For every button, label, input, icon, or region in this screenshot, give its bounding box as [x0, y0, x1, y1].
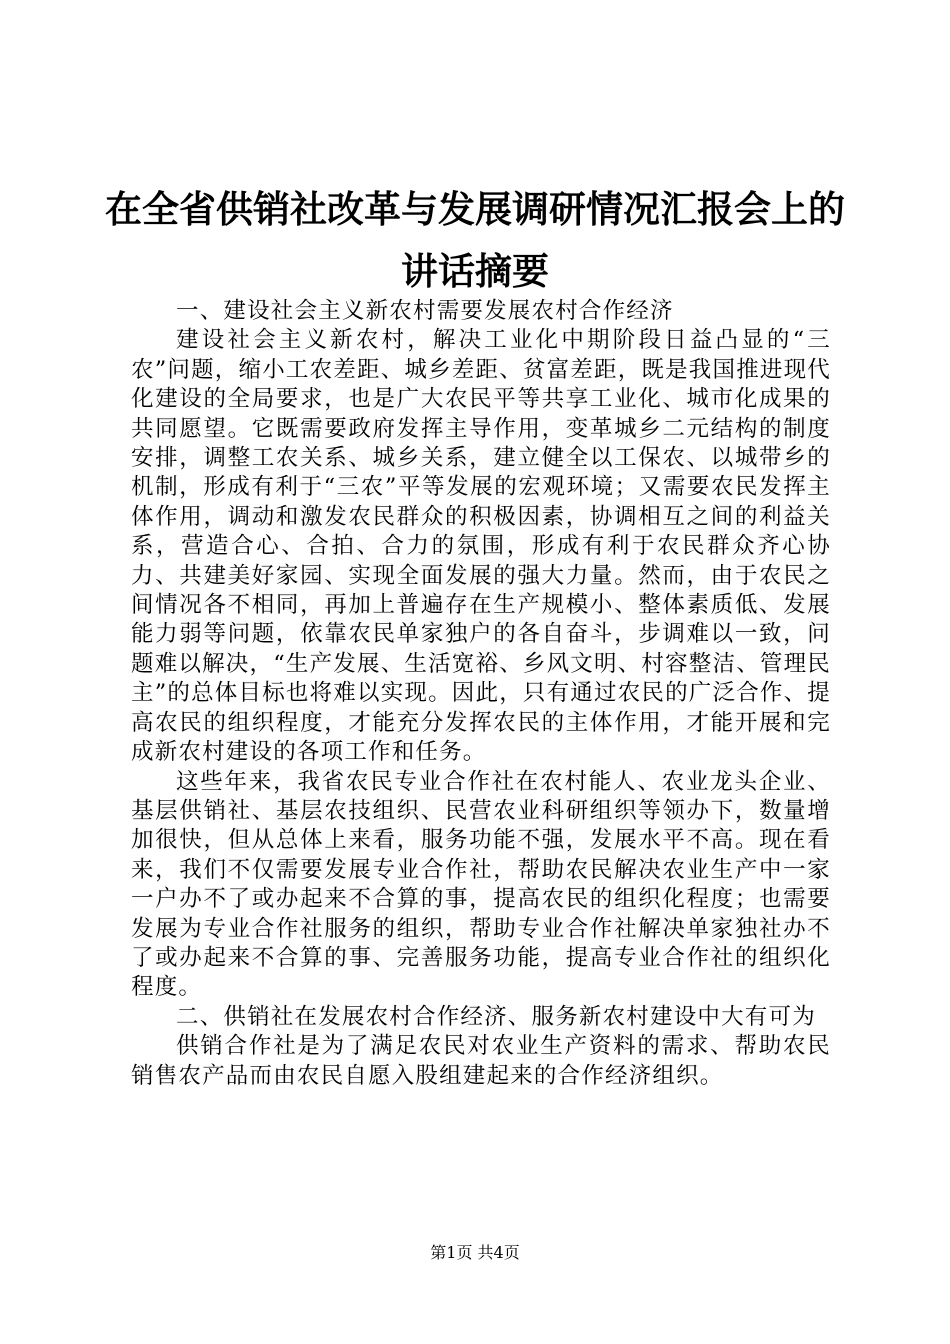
- section-heading-1: 一、建设社会主义新农村需要发展农村合作经济: [176, 298, 674, 324]
- document-title-line-2: 讲话摘要: [401, 250, 549, 293]
- paragraph-1: 建设社会主义新农村，解决工业化中期阶段日益凸显的“三农”问题，缩小工农差距、城乡差距、贫富差距，既是我国推进现代化建设的全局要求，也是广大农民平等共享工业化、城市化成果的共同愿望。它既需要政府发挥主导作用，变革城乡二元结构的制度安排，调整工农关系、城乡关系，建立健全以工保农、以城带乡的机制，形成有利于“三农”平等发展的宏观环境；又需要农民发挥主体作用，调动和激发农民群众的积极因素，协调相互之间的利益关系，营造合心、合拍、合力的氛围，形成有利于农民群众齐心协力、共建美好家园、实现全面发展的强大力量。然而，由于农民之间情况各不相同，再加上普遍存在生产规模小、整体素质低、发展能力弱等问题，依靠农民单家独户的各自奋斗，步调难以一致，问题难以解决，“生产发展、生活宽裕、乡风文明、村容整洁、管理民主”的总体目标也将难以实现。因此，只有通过农民的广泛合作、提高农民的组织程度，才能充分发挥农民的主体作用，才能开展和完成新农村建设的各项工作和任务。: [131, 327, 832, 766]
- document-title-line-1: 在全省供销社改革与发展调研情况汇报会上的: [105, 188, 845, 231]
- page-number-footer: 第1页 共4页: [430, 1243, 520, 1262]
- section-heading-2: 二、供销社在发展农村合作经济、服务新农村建设中大有可为: [176, 1003, 816, 1030]
- document-body: [131, 297, 831, 1091]
- paragraph-3: 供销合作社是为了满足农民对农业生产资料的需求、帮助农民销售农产品而由农民自愿入股组建起来的合作经济组织。: [131, 1033, 831, 1089]
- paragraph-2: 这些年来，我省农民专业合作社在农村能人、农业龙头企业、基层供销社、基层农技组织、民营农业科研组织等领办下，数量增加很快，但从总体上来看，服务功能不强，发展水平不高。现在看来，我们不仅需要发展专业合作社，帮助农民解决农业生产中一家一户办不了或办起来不合算的事，提高农民的组织化程度；也需要发展为专业合作社服务的组织，帮助专业合作社解决单家独社办不了或办起来不合算的事、完善服务功能，提高专业合作社的组织化程度。: [131, 768, 831, 1001]
